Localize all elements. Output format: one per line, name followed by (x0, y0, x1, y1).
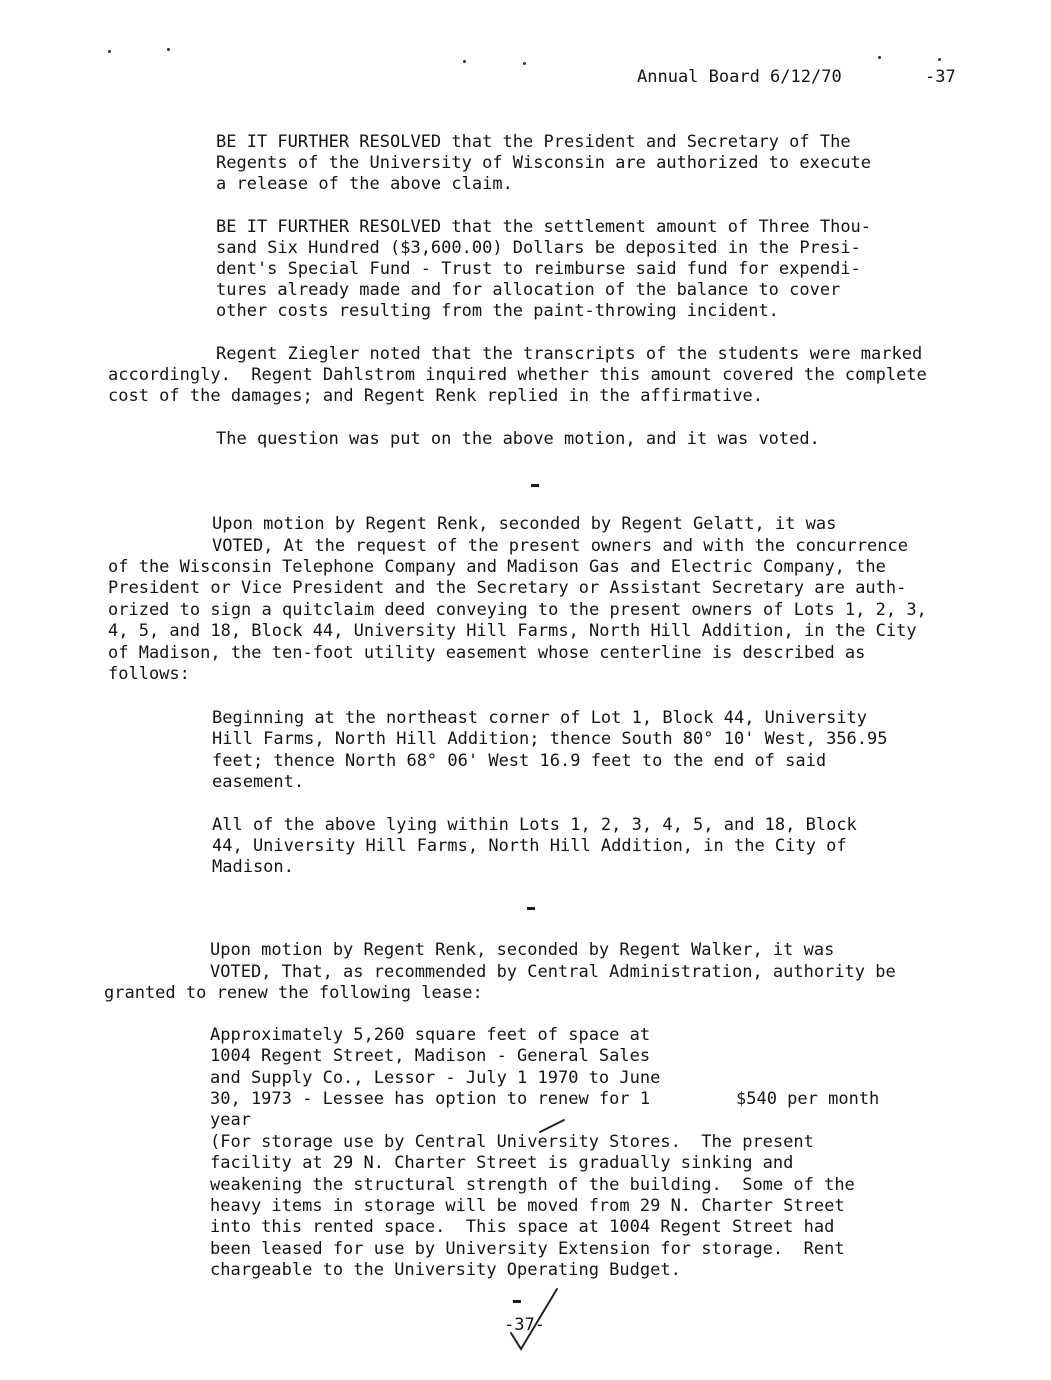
note-line: facility at 29 N. Charter Street is gradually sinking and (210, 1153, 794, 1173)
paragraph-line: Regent Ziegler noted that the transcripts of the students were marked (216, 344, 923, 364)
note-line: been leased for use by University Extension for storage. Rent (210, 1239, 845, 1259)
paragraph-line: VOTED, At the request of the present owners and with the concurrence (212, 536, 908, 556)
paragraph-line: cost of the damages; and Regent Renk replied in the affirmative. (108, 386, 764, 406)
paragraph-line: granted to renew the following lease: (104, 983, 483, 1003)
paragraph-line: orized to sign a quitclaim deed conveying to the present owners of Lots 1, 2, 3, (108, 600, 927, 620)
scan-speck (878, 56, 881, 59)
paragraph-line: of Madison, the ten-foot utility easement whose centerline is described as (108, 643, 866, 663)
location-line: Madison. (212, 857, 294, 877)
note-line: (For storage use by Central University Stores. The present (210, 1132, 814, 1152)
paragraph-line: Upon motion by Regent Renk, seconded by Regent Walker, it was (210, 940, 835, 960)
handwritten-check-icon (505, 1285, 565, 1355)
lease-amount: $540 per month (736, 1089, 880, 1109)
paragraph-line: follows: (108, 664, 190, 684)
lease-line: Approximately 5,260 square feet of space at (210, 1025, 651, 1045)
resolution-line: BE IT FURTHER RESOLVED that the settlement amount of Three Thou- (216, 217, 872, 237)
note-line: heavy items in storage will be moved from 29 N. Charter Street (210, 1196, 845, 1216)
description-line: Beginning at the northeast corner of Lot 1, Block 44, University (212, 708, 868, 728)
paragraph-line: 4, 5, and 18, Block 44, University Hill Farms, North Hill Addition, in the City (108, 621, 917, 641)
lease-line: year (210, 1110, 251, 1130)
running-header-page: -37 (925, 67, 956, 87)
handwritten-mark-icon (538, 1118, 568, 1134)
resolution-line: sand Six Hundred ($3,600.00) Dollars be deposited in the Presi- (216, 238, 861, 258)
scan-speck (108, 50, 111, 53)
note-line: weakening the structural strength of the building. Some of the (210, 1175, 855, 1195)
running-header-title: Annual Board 6/12/70 (637, 67, 842, 87)
paragraph-line: President or Vice President and the Secretary or Assistant Secretary are auth- (108, 578, 907, 598)
lease-line: and Supply Co., Lessor - July 1 1970 to June (210, 1068, 661, 1088)
description-line: feet; thence North 68° 06' West 16.9 feet to the end of said (212, 751, 827, 771)
paragraph-line: accordingly. Regent Dahlstrom inquired whether this amount covered the complete (108, 365, 927, 385)
description-line: easement. (212, 772, 305, 792)
location-line: All of the above lying within Lots 1, 2, 3, 4, 5, and 18, Block (212, 815, 857, 835)
lease-line: 1004 Regent Street, Madison - General Sales (210, 1046, 651, 1066)
location-line: 44, University Hill Farms, North Hill Addition, in the City of (212, 836, 847, 856)
resolution-line: other costs resulting from the paint-throwing incident. (216, 301, 779, 321)
scan-speck (167, 48, 170, 51)
resolution-line: BE IT FURTHER RESOLVED that the President and Secretary of The (216, 132, 851, 152)
scan-speck (938, 58, 941, 61)
resolution-line: Regents of the University of Wisconsin are authorized to execute (216, 153, 872, 173)
paragraph-line: VOTED, That, as recommended by Central Administration, authority be (210, 962, 896, 982)
section-separator (527, 907, 535, 910)
vote-statement: The question was put on the above motion, and it was voted. (216, 429, 820, 449)
paragraph-line: Upon motion by Regent Renk, seconded by Regent Gelatt, it was (212, 514, 837, 534)
paragraph-line: of the Wisconsin Telephone Company and Madison Gas and Electric Company, the (108, 557, 886, 577)
note-line: chargeable to the University Operating Budget. (210, 1260, 681, 1280)
resolution-line: tures already made and for allocation of the balance to cover (216, 280, 841, 300)
scan-speck (523, 62, 526, 65)
footer-page-number: -37- (504, 1315, 545, 1335)
resolution-line: a release of the above claim. (216, 174, 513, 194)
section-separator (531, 484, 539, 487)
note-line: into this rented space. This space at 1004 Regent Street had (210, 1217, 835, 1237)
scan-speck (463, 60, 466, 63)
lease-line: 30, 1973 - Lessee has option to renew for 1 (210, 1089, 651, 1109)
description-line: Hill Farms, North Hill Addition; thence South 80° 10' West, 356.95 (212, 729, 888, 749)
resolution-line: dent's Special Fund - Trust to reimburse said fund for expendi- (216, 259, 861, 279)
